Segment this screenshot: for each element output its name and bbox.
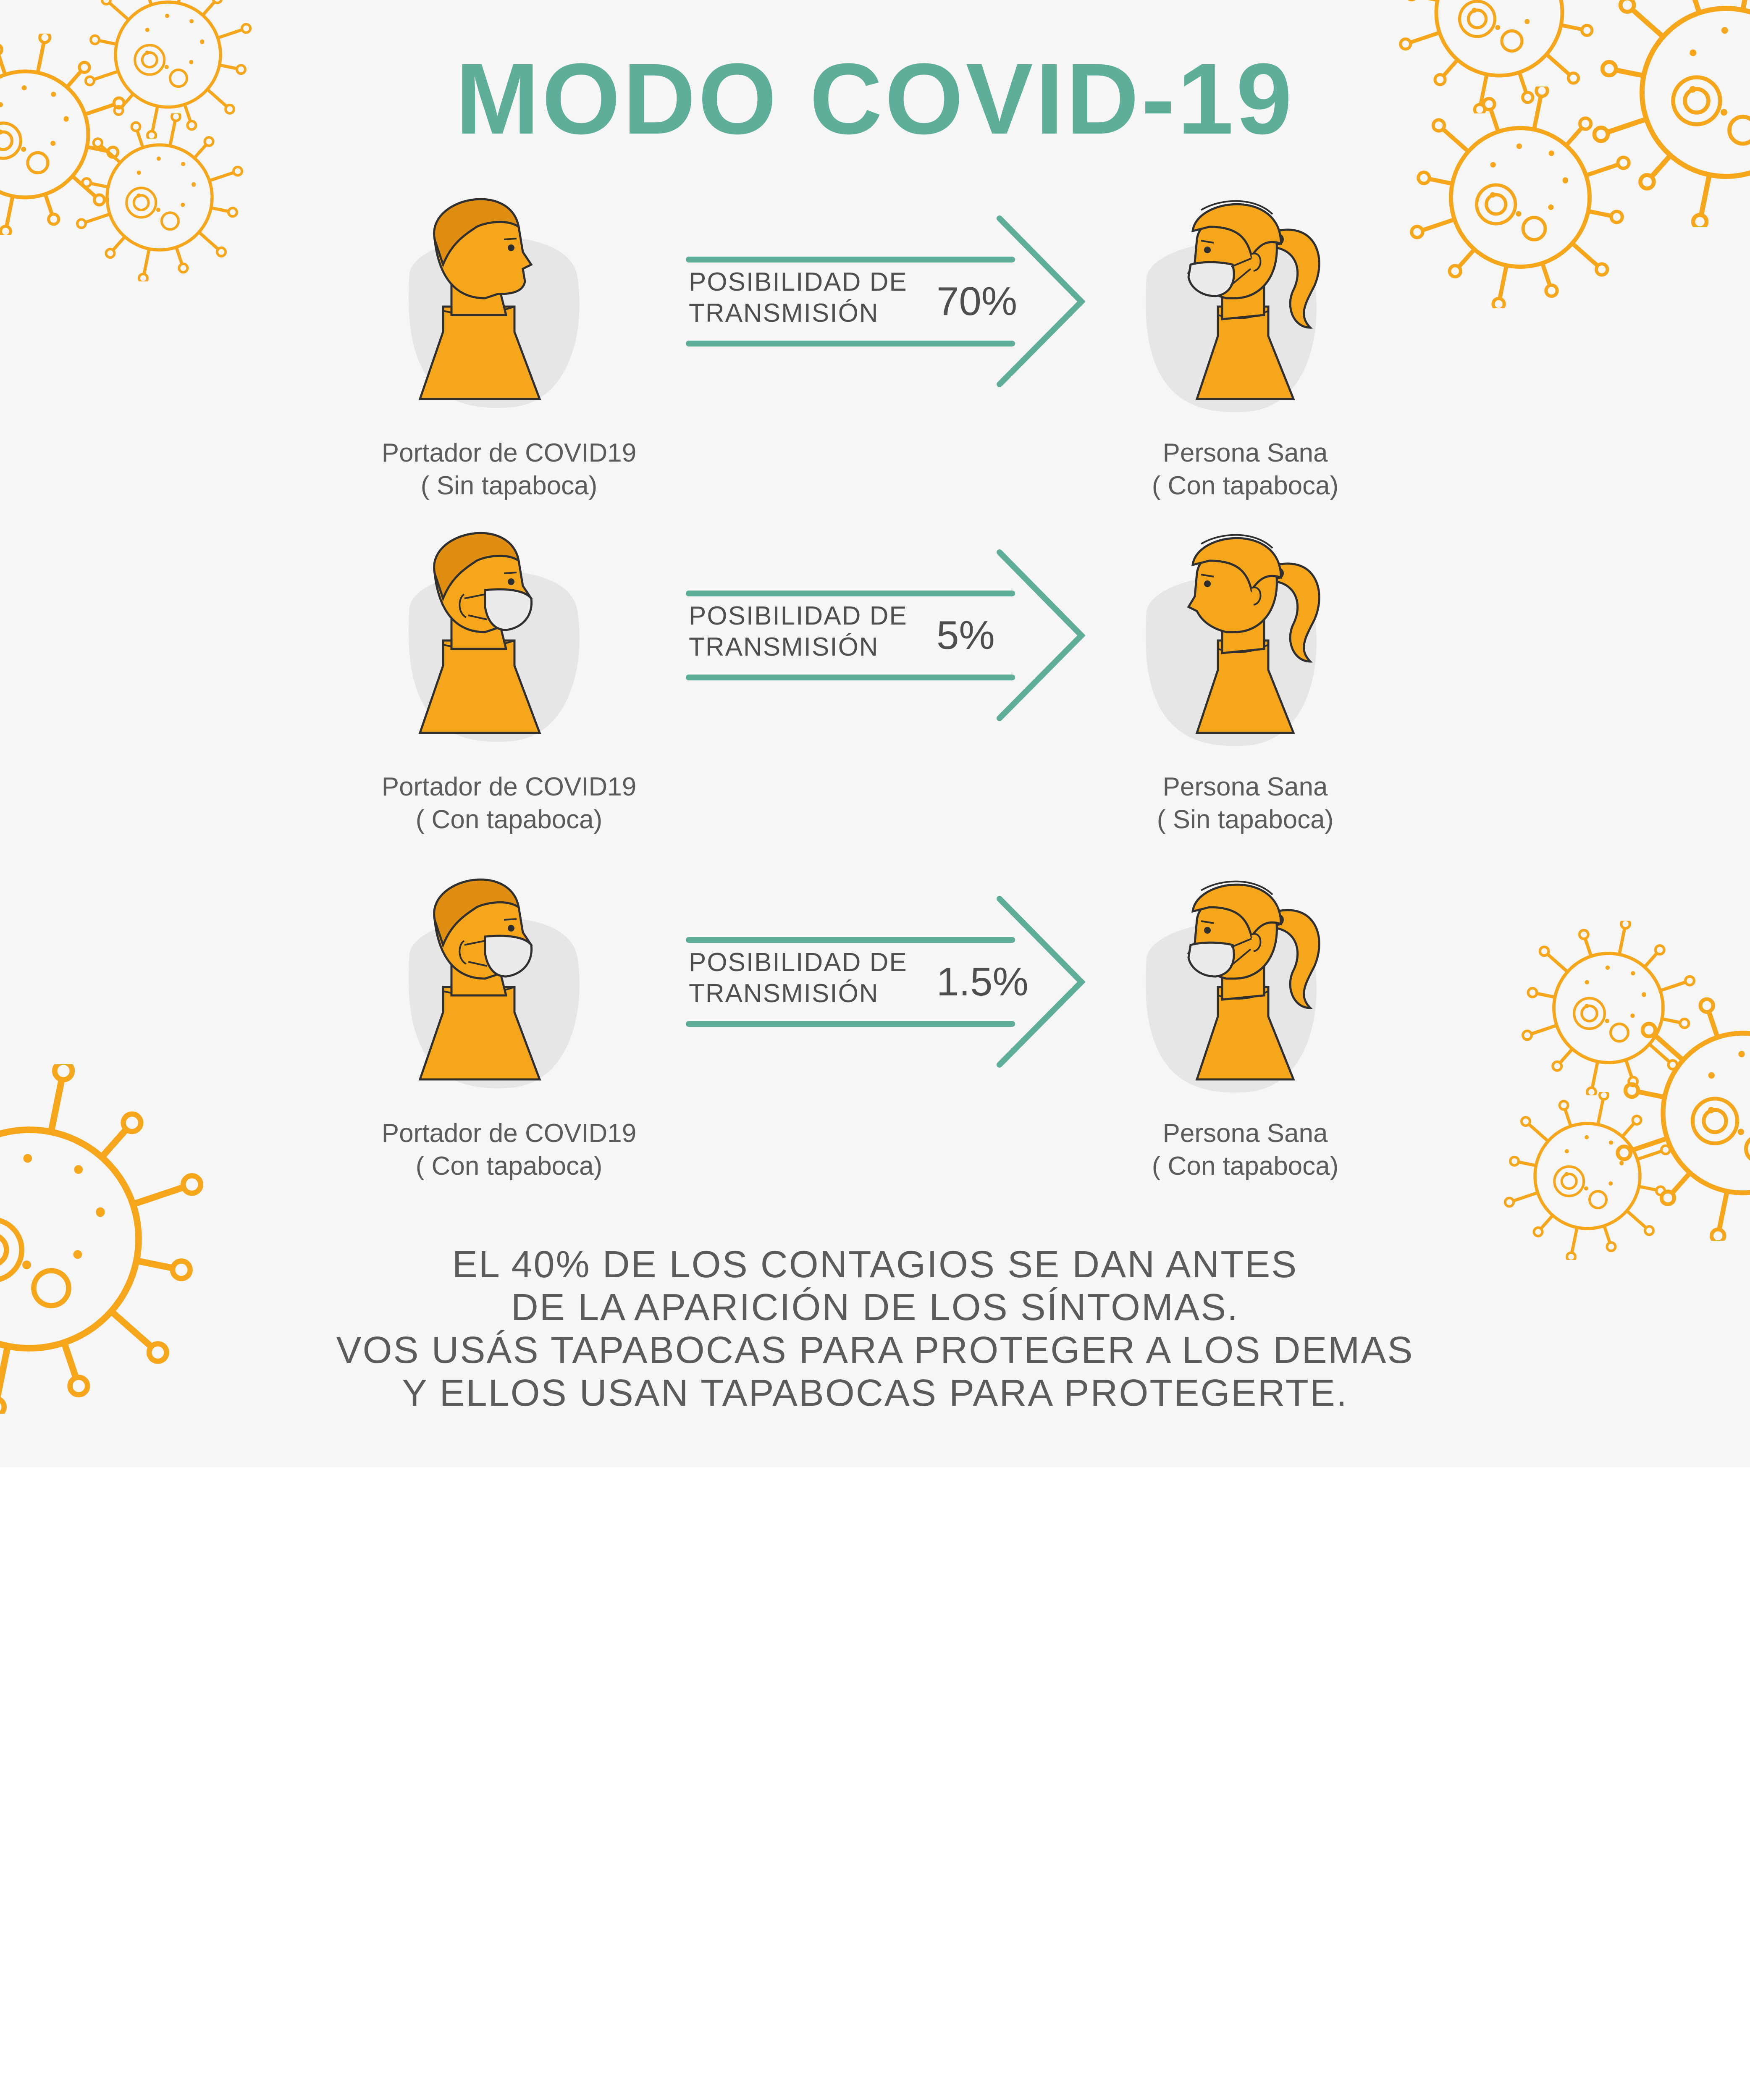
healthy-caption <box>1056 771 1434 836</box>
transmission-label-line-1: POSIBILIDAD DE <box>689 601 941 632</box>
transmission-percentage: 5% <box>937 615 1046 656</box>
carrier-figure <box>380 514 615 752</box>
healthy-person-figure <box>1117 514 1352 752</box>
transmission-percentage: 70% <box>937 281 1046 322</box>
healthy-caption-line-1: Persona Sana <box>1056 1117 1434 1150</box>
carrier-caption <box>320 771 698 836</box>
scenario-row <box>0 189 1750 517</box>
transmission-label <box>689 601 941 663</box>
healthy-caption <box>1056 437 1434 502</box>
healthy-person-figure <box>1117 861 1352 1098</box>
transmission-label <box>689 267 941 329</box>
transmission-label-line-1: POSIBILIDAD DE <box>689 267 941 298</box>
healthy-caption-line-1: Persona Sana <box>1056 771 1434 803</box>
transmission-label-line-1: POSIBILIDAD DE <box>689 947 941 978</box>
healthy-caption-line-2: ( Sin tapaboca) <box>1056 803 1434 836</box>
carrier-caption <box>320 1117 698 1183</box>
female-head-icon <box>1117 181 1352 416</box>
male-head-icon <box>380 181 615 416</box>
healthy-caption-line-1: Persona Sana <box>1056 437 1434 470</box>
carrier-caption <box>320 437 698 502</box>
bottom-message-line: VOS USÁS TAPABOCAS PARA PROTEGER A LOS DEMAS <box>0 1329 1750 1372</box>
carrier-caption-line-2: ( Con tapaboca) <box>320 1150 698 1183</box>
transmission-label-line-2: TRANSMISIÓN <box>689 632 941 663</box>
transmission-label-line-2: TRANSMISIÓN <box>689 978 941 1009</box>
female-head-icon <box>1117 861 1352 1096</box>
transmission-label-line-2: TRANSMISIÓN <box>689 298 941 329</box>
bottom-message-line: DE LA APARICIÓN DE LOS SÍNTOMAS. <box>0 1286 1750 1329</box>
scenario-row <box>0 523 1750 850</box>
bottom-message <box>0 1243 1750 1415</box>
bottom-message-line: Y ELLOS USAN TAPABOCAS PARA PROTEGERTE. <box>0 1372 1750 1415</box>
carrier-caption-line-1: Portador de COVID19 <box>320 1117 698 1150</box>
carrier-caption-line-1: Portador de COVID19 <box>320 437 698 470</box>
carrier-figure <box>380 861 615 1098</box>
scenario-row <box>0 869 1750 1197</box>
healthy-caption-line-2: ( Con tapaboca) <box>1056 470 1434 502</box>
female-head-icon <box>1117 514 1352 750</box>
healthy-caption <box>1056 1117 1434 1183</box>
carrier-caption-line-2: ( Sin tapaboca) <box>320 470 698 502</box>
healthy-person-figure <box>1117 181 1352 418</box>
transmission-percentage: 1.5% <box>937 962 1046 1002</box>
carrier-caption-line-2: ( Con tapaboca) <box>320 803 698 836</box>
male-head-icon <box>380 514 615 750</box>
transmission-label <box>689 947 941 1009</box>
footer <box>0 1467 1750 1750</box>
male-head-icon <box>380 861 615 1096</box>
carrier-figure <box>380 181 615 418</box>
bottom-message-line: EL 40% DE LOS CONTAGIOS SE DAN ANTES <box>0 1243 1750 1286</box>
carrier-caption-line-1: Portador de COVID19 <box>320 771 698 803</box>
page-title: MODO COVID-19 <box>0 48 1750 149</box>
healthy-caption-line-2: ( Con tapaboca) <box>1056 1150 1434 1183</box>
